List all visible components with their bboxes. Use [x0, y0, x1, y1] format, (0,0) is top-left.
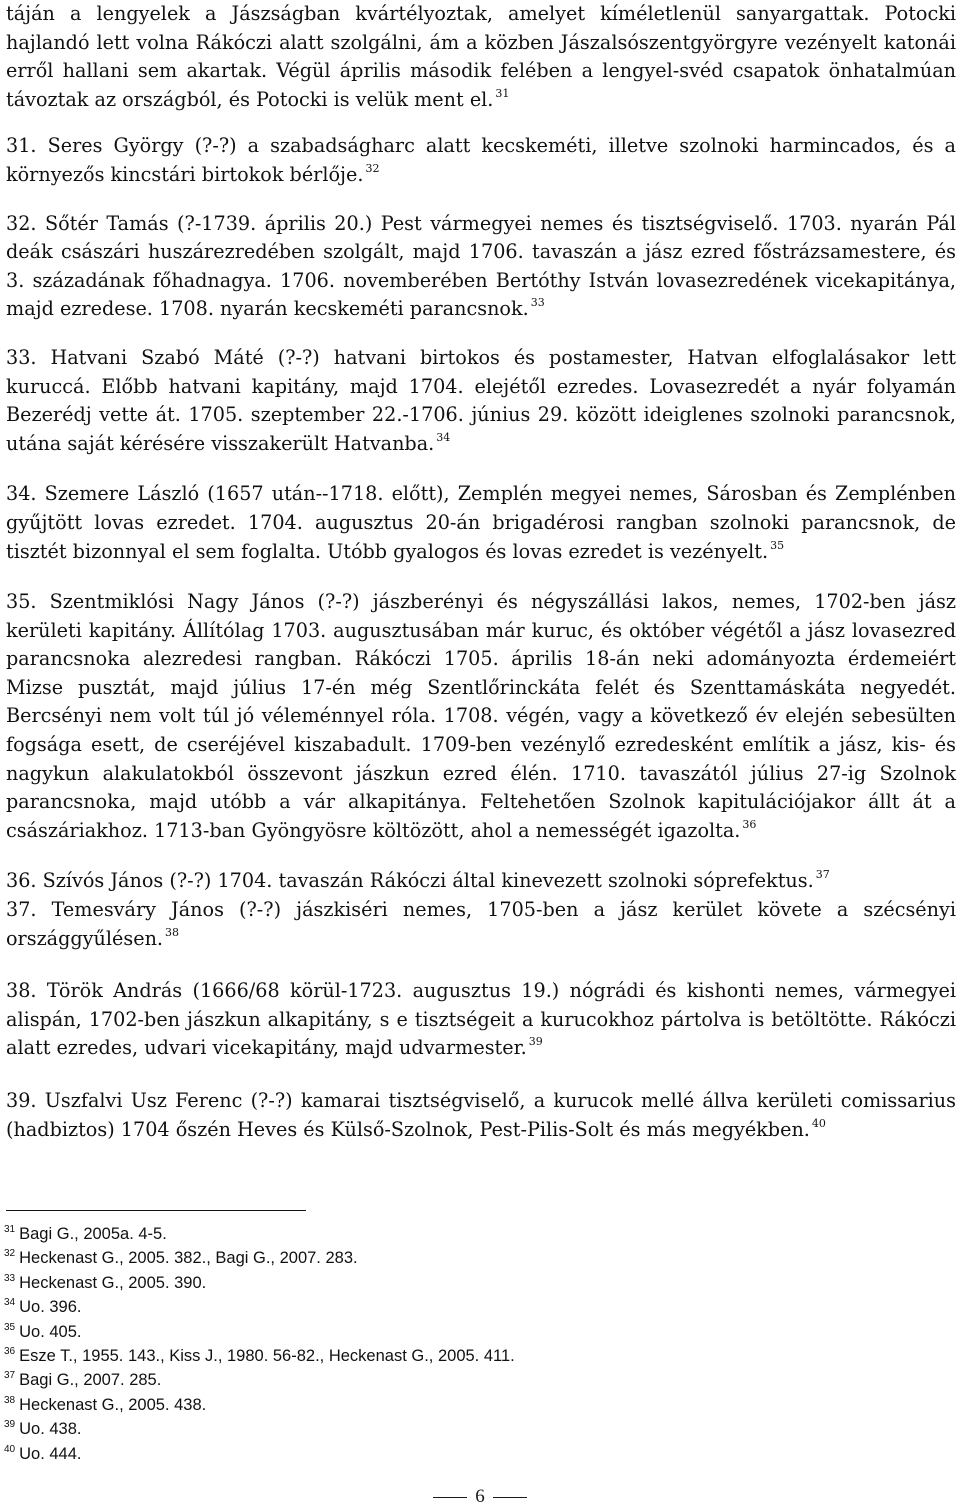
footnote-ref[interactable]: 36 — [742, 817, 757, 831]
entry-35: 35. Szentmiklósi Nagy János (?-?) jászberényi és négyszállási lakos, nemes, 1702-ben jász kerületi kapitány. Állítólag 1703. augusztusában már kuruc, és október végétől a jász lovasezred parancsnoka alezredesi rangban. Rákóczi 1705. április 18-án neki adományozta érdemeiért Mizse pusztát, majd július 17-én még Szentlőrinckáta felét és Szenttamáskáta negyedét. Bercsényi nem volt túl jó véleménnyel róla. 1708. végén, vagy a következő év elején sebesülten fogsága esett, de cseréjével kiszabadult. 1709-ben vezénylő ezredesként említik a jász, kis- és nagykun alakulatokból összevont jászkun ezred élén. 1710. tavaszától július 27-ig Szolnok parancsnoka, majd utóbb a vár alkapitánya. Feltehetően Szolnok kapitulációjakor állt át a császáriakhoz. 1713-ban Gyöngyösre költözött, ahol a nemességét igazolta. $^{36}$ — [6, 590, 956, 842]
footnote-item: $^{35}$ Uo. 405. — [4, 1321, 82, 1341]
page-number-dash-right — [493, 1497, 527, 1498]
footnote-item: $^{37}$ Bagi G., 2007. 285. — [4, 1370, 162, 1390]
entry-34: 34. Szemere László (1657 után--1718. előtt), Zemplén megyei nemes, Sárosban és Zemplénben gyűjtött lovas ezredet. 1704. augusztus 20-án brigadérosi rangban szolnoki parancsnok, de tisztét bizonnyal el sem foglalta. Utóbb gyalogos és lovas ezredet is vezényelt. $^{35}$ — [6, 482, 956, 563]
document-body — [6, 0, 956, 1144]
footnote-ref[interactable]: 35 — [770, 538, 785, 552]
footnotes — [4, 1222, 515, 1466]
footnote-ref[interactable]: 39 — [528, 1035, 543, 1049]
entry-36: 36. Szívós János (?-?) 1704. tavaszán Rákóczi által kinevezett szolnoki sóprefektus. $^{37}$ — [6, 868, 830, 893]
footnote-item: $^{36}$ Esze T., 1955. 143., Kiss J., 1980. 56-82., Heckenast G., 2005. 411. — [4, 1346, 515, 1366]
page-number-dash-left — [433, 1497, 467, 1498]
footnote-item: $^{31}$ Bagi G., 2005a. 4-5. — [4, 1224, 167, 1243]
footnote-item: $^{39}$ Uo. 438. — [4, 1419, 82, 1439]
footnote-item: $^{32}$ Heckenast G., 2005. 382., Bagi G., 2007. 283. — [4, 1248, 358, 1268]
footnote-ref[interactable]: 32 — [365, 161, 380, 175]
footnote-ref[interactable]: 31 — [495, 86, 510, 100]
footnote-ref[interactable]: 37 — [815, 868, 830, 882]
entry-38: 38. Török András (1666/68 körül-1723. augusztus 19.) nógrádi és kishonti nemes, vármegyei alispán, 1702-ben jászkun alkapitány, s e tisztségeit a kurucokhoz pártolva is betöltötte. Rákóczi alatt ezredes, udvari vicekapitány, majd udvarmester. $^{39}$ — [6, 979, 956, 1060]
page-number: 6 — [0, 1486, 960, 1508]
footnote-ref[interactable]: 33 — [530, 296, 545, 310]
footnote-item: $^{34}$ Uo. 396. — [4, 1297, 82, 1317]
entry-31: 31. Seres György (?-?) a szabadságharc alatt kecskeméti, illetve szolnoki harmincados, és a környezős kincstári birtokok bérlője. $^{32}$ — [6, 134, 956, 186]
footnote-ref[interactable]: 34 — [436, 430, 451, 444]
entry-37: 37. Temesváry János (?-?) jászkiséri nemes, 1705-ben a jász kerület követe a szécsényi országgyűlésen. $^{38}$ — [6, 898, 956, 950]
footnote-separator — [6, 1210, 306, 1211]
entry-32: 32. Sőtér Tamás (?-1739. április 20.) Pest vármegyei nemes és tisztségviselő. 1703. nyarán Pál deák császári huszárezredében szolgált, majd 1706. tavaszán a jász ezred főstrázsamestere, és 3. századának főhadnagya. 1706. novemberében Bertóthy István lovasezredének vicekapitánya, majd ezredese. 1708. nyarán kecskeméti parancsnok. $^{33}$ — [6, 211, 956, 321]
footnote-item: $^{33}$ Heckenast G., 2005. 390. — [4, 1272, 207, 1292]
footnote-ref[interactable]: 38 — [165, 925, 180, 939]
footnote-ref[interactable]: 40 — [811, 1116, 826, 1130]
entry-39: 39. Uszfalvi Usz Ferenc (?-?) kamarai tisztségviselő, a kurucok mellé állva kerületi comissarius (hadbiztos) 1704 őszén Heves és Külső-Szolnok, Pest-Pilis-Solt és más megyékben. $^{40}$ — [6, 1089, 956, 1141]
intro-paragraph: táján a lengyelek a Jászságban kvártélyoztak, amelyet kíméletlenül sanyargattak. Potocki hajlandó lett volna Rákóczi alatt szolgálni, ám a közben Jászalsószentgyörgyre vezényelt katonái erről hallani sem akartak. Végül április második felében a lengyel-svéd csapatok önhatalmúan távoztak az országból, és Potocki is velük ment el. $^{31}$ — [6, 2, 956, 111]
footnote-item: $^{40}$ Uo. 444. — [4, 1443, 82, 1463]
entry-33: 33. Hatvani Szabó Máté (?-?) hatvani birtokos és postamester, Hatvan elfoglalásakor lett kuruccá. Előbb hatvani kapitány, majd 1704. elejétől ezredes. Lovasezredét a nyár folyamán Bezerédj vette át. 1705. szeptember 22.-1706. június 29. között ideiglenes szolnoki parancsnok, utána saját kérésére visszakerült Hatvanba. $^{34}$ — [6, 345, 956, 455]
footnote-item: $^{38}$ Heckenast G., 2005. 438. — [4, 1394, 207, 1414]
